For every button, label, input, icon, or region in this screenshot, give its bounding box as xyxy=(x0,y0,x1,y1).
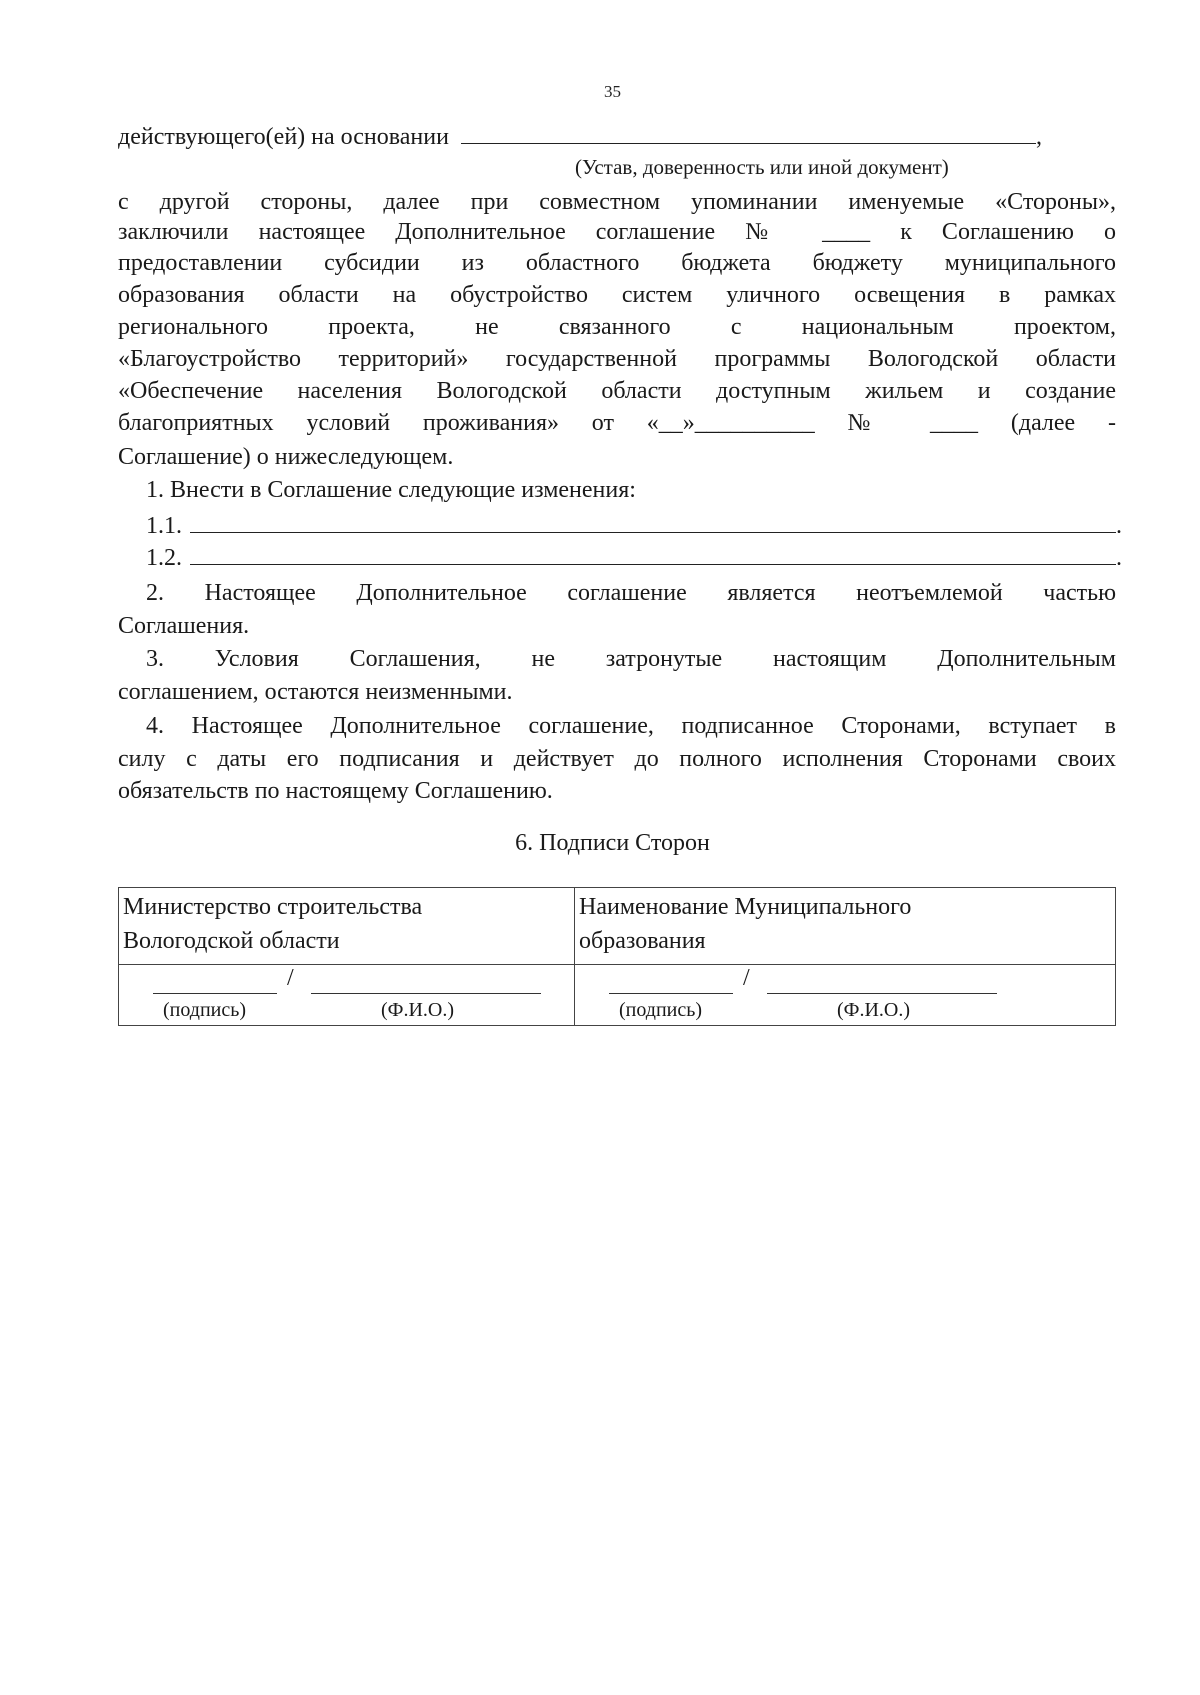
paragraph-line: заключили настоящее Дополнительное соглашение № ____ к Соглашению о xyxy=(118,219,1116,245)
signature-caption: (подпись) xyxy=(163,999,247,1021)
paragraph-line: регионального проекта, не связанного с национальным проектом, xyxy=(118,314,1116,340)
party-name xyxy=(575,888,1115,964)
party-cell xyxy=(119,888,575,965)
signature-cell xyxy=(575,965,1116,1026)
name-line[interactable] xyxy=(311,983,541,994)
subitem-1-1-field[interactable] xyxy=(190,512,1116,533)
item-3-line-1: 3. Условия Соглашения, не затронутые настоящим Дополнительным xyxy=(146,646,1116,672)
paragraph-line: образования области на обустройство систем уличного освещения в рамках xyxy=(118,282,1116,308)
subitem-1-2 xyxy=(146,543,1122,573)
item-2-line-1: 2. Настоящее Дополнительное соглашение является неотъемлемой частью xyxy=(146,580,1116,606)
subitem-end: . xyxy=(1116,545,1122,571)
paragraph-line: благоприятных условий проживания» от «__»__________ № ____ (далее - xyxy=(118,410,1116,436)
subitem-1-1 xyxy=(146,511,1122,541)
basis-document-hint: (Устав, доверенность или иной документ) xyxy=(575,155,949,179)
item-4-line-1: 4. Настоящее Дополнительное соглашение, подписанное Сторонами, вступает в xyxy=(146,713,1116,739)
signature-line[interactable] xyxy=(153,983,277,994)
name-caption: (Ф.И.О.) xyxy=(837,999,911,1021)
signatures-title: 6. Подписи Сторон xyxy=(515,830,710,856)
subitem-1-2-field[interactable] xyxy=(190,544,1116,565)
party-name xyxy=(119,888,574,964)
paragraph-line: «Благоустройство территорий» государственной программы Вологодской области xyxy=(118,346,1116,372)
intro-line xyxy=(118,122,1116,152)
party-name-line: образования xyxy=(579,928,706,954)
item-1: 1. Внести в Соглашение следующие изменения: xyxy=(146,477,636,503)
page-number: 35 xyxy=(604,82,621,101)
signature-cell xyxy=(119,965,575,1026)
party-name-line: Вологодской области xyxy=(123,928,340,954)
item-3-line-2: соглашением, остаются неизменными. xyxy=(118,679,513,705)
item-4-line-3: обязательств по настоящему Соглашению. xyxy=(118,778,553,804)
party-name-line: Наименование Муниципального xyxy=(579,894,912,920)
paragraph-last-line: Соглашение) о нижеследующем. xyxy=(118,444,454,470)
subitem-label: 1.1. xyxy=(146,513,182,539)
signature-line[interactable] xyxy=(609,983,733,994)
paragraph-line: с другой стороны, далее при совместном упоминании именуемые «Стороны», xyxy=(118,189,1116,215)
name-line[interactable] xyxy=(767,983,997,994)
signatures-table xyxy=(118,887,1116,1026)
party-name-line: Министерство строительства xyxy=(123,894,423,920)
name-caption: (Ф.И.О.) xyxy=(381,999,455,1021)
subitem-label: 1.2. xyxy=(146,545,182,571)
signature-slash: / xyxy=(287,965,294,991)
paragraph-line: «Обеспечение населения Вологодской области доступным жильем и создание xyxy=(118,378,1116,404)
item-4-line-2: силу с даты его подписания и действует до полного исполнения Сторонами своих xyxy=(118,746,1116,772)
signature-slash: / xyxy=(743,965,750,991)
intro-comma: , xyxy=(1035,124,1042,150)
basis-document-field[interactable] xyxy=(461,125,1036,144)
signature-caption: (подпись) xyxy=(619,999,703,1021)
party-cell xyxy=(575,888,1116,965)
subitem-end: . xyxy=(1116,513,1122,539)
paragraph-line: предоставлении субсидии из областного бюджета бюджету муниципального xyxy=(118,250,1116,276)
item-2-line-2: Соглашения. xyxy=(118,613,250,639)
intro-text: действующего(ей) на основании xyxy=(118,124,449,150)
